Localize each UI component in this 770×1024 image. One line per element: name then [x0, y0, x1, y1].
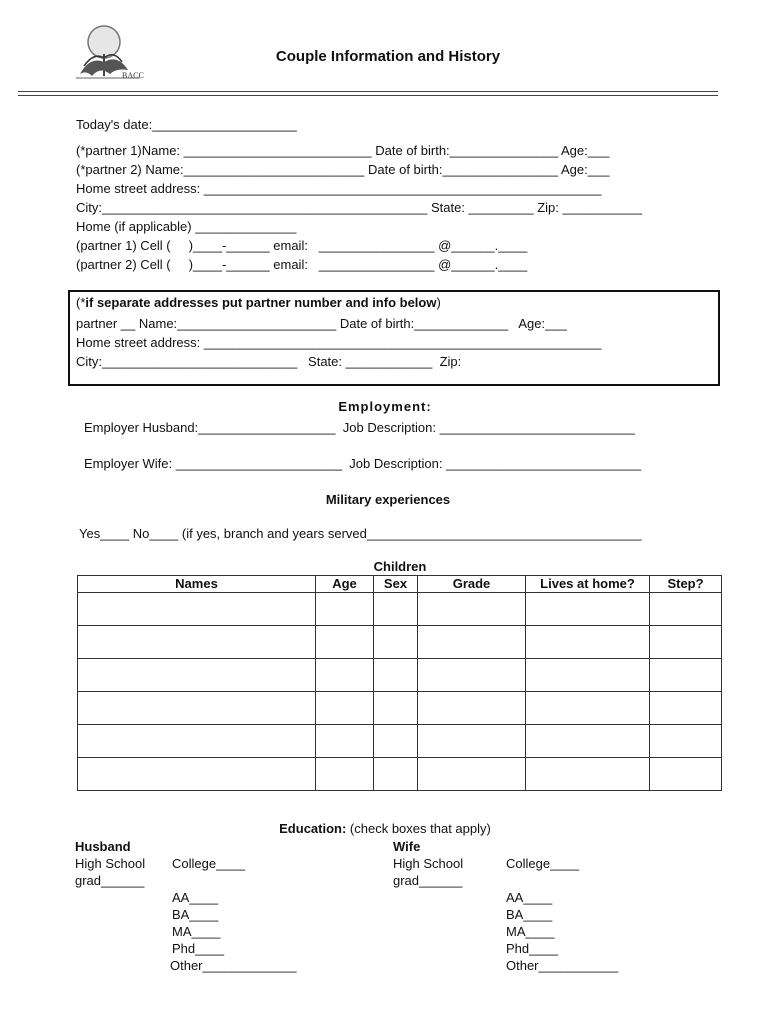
logo-text: BACC: [122, 71, 144, 80]
heading-bold: if separate addresses put partner number and info below: [85, 295, 437, 310]
wife-college[interactable]: College____: [506, 856, 580, 871]
table-cell[interactable]: [78, 626, 316, 659]
table-cell[interactable]: [650, 593, 722, 626]
table-cell[interactable]: [78, 758, 316, 791]
military-line[interactable]: Yes____ No____ (if yes, branch and years served______________________________________: [79, 526, 642, 541]
husband-hs-grad[interactable]: grad______: [75, 873, 145, 888]
table-cell[interactable]: [316, 626, 374, 659]
employer-husband-line[interactable]: Employer Husband:___________________ Job Description: ___________________________: [84, 420, 635, 435]
separate-city-line[interactable]: City:___________________________ State: ____________ Zip:: [76, 354, 462, 369]
table-cell[interactable]: [418, 758, 526, 791]
wife-aa[interactable]: AA____: [506, 890, 553, 905]
table-cell[interactable]: [316, 725, 374, 758]
husband-phd[interactable]: Phd____: [172, 941, 225, 956]
table-cell[interactable]: [526, 659, 650, 692]
partner2-name-line[interactable]: (*partner 2) Name:_________________________ Date of birth:________________ Age:___: [76, 162, 610, 177]
table-cell[interactable]: [526, 692, 650, 725]
heading-open: (*: [76, 295, 86, 310]
table-cell[interactable]: [78, 692, 316, 725]
children-table: [77, 575, 722, 791]
employment-heading: Employment:: [338, 399, 432, 414]
home-address-field[interactable]: Home street address: _______________________________________________________: [76, 181, 602, 196]
employer-wife-line[interactable]: Employer Wife: _______________________ Job Description: ___________________________: [84, 456, 642, 471]
table-cell[interactable]: [374, 692, 418, 725]
table-row: [78, 758, 722, 791]
table-cell[interactable]: [418, 659, 526, 692]
table-cell[interactable]: [316, 659, 374, 692]
table-cell[interactable]: [418, 725, 526, 758]
table-row: [78, 659, 722, 692]
table-cell[interactable]: [650, 659, 722, 692]
city-state-zip-line[interactable]: City:_____________________________________________ State: _________ Zip: ___________: [76, 200, 643, 215]
table-cell[interactable]: [78, 593, 316, 626]
heading-close: ): [436, 295, 441, 310]
education-heading: [0, 821, 770, 837]
husband-ba[interactable]: BA____: [172, 907, 219, 922]
col-grade: Grade: [418, 576, 526, 593]
table-row: [78, 692, 722, 725]
table-row: [78, 725, 722, 758]
wife-phd[interactable]: Phd____: [506, 941, 559, 956]
husband-other[interactable]: Other_____________: [170, 958, 297, 973]
partner1-cell-email-line[interactable]: (partner 1) Cell ( )____-______ email: ________________ @______.____: [76, 238, 528, 253]
table-cell[interactable]: [526, 626, 650, 659]
separate-address-heading: [76, 295, 441, 311]
home-phone-field[interactable]: Home (if applicable) ______________: [76, 219, 297, 234]
table-cell[interactable]: [418, 593, 526, 626]
table-cell[interactable]: [374, 593, 418, 626]
table-cell[interactable]: [78, 725, 316, 758]
partner1-name-line[interactable]: (*partner 1)Name: __________________________ Date of birth:_______________ Age:___: [76, 143, 610, 158]
education-heading-rest: (check boxes that apply): [346, 821, 491, 836]
table-cell[interactable]: [650, 758, 722, 791]
wife-ba[interactable]: BA____: [506, 907, 553, 922]
table-cell[interactable]: [526, 725, 650, 758]
children-header-row: [78, 576, 722, 593]
table-cell[interactable]: [374, 758, 418, 791]
separate-address-line[interactable]: Home street address: _______________________________________________________: [76, 335, 602, 350]
table-cell[interactable]: [650, 626, 722, 659]
table-cell[interactable]: [78, 659, 316, 692]
wife-label: Wife: [393, 839, 421, 854]
header-divider-2: [18, 95, 718, 96]
page-title: Couple Information and History: [275, 48, 501, 65]
wife-high-school[interactable]: High School: [393, 856, 464, 871]
col-age: Age: [316, 576, 374, 593]
husband-college[interactable]: College____: [172, 856, 246, 871]
wife-hs-grad[interactable]: grad______: [393, 873, 463, 888]
todays-date-field[interactable]: Today's date:____________________: [76, 117, 297, 132]
husband-high-school[interactable]: High School: [75, 856, 146, 871]
table-cell[interactable]: [526, 593, 650, 626]
table-cell[interactable]: [374, 626, 418, 659]
military-heading: Military experiences: [325, 492, 451, 507]
wife-ma[interactable]: MA____: [506, 924, 555, 939]
table-cell[interactable]: [650, 692, 722, 725]
table-cell[interactable]: [526, 758, 650, 791]
husband-label: Husband: [75, 839, 131, 854]
col-sex: Sex: [374, 576, 418, 593]
partner2-cell-email-line[interactable]: (partner 2) Cell ( )____-______ email: ________________ @______.____: [76, 257, 528, 272]
wife-other[interactable]: Other___________: [506, 958, 619, 973]
children-heading: Children: [373, 559, 427, 574]
separate-partner-line[interactable]: partner __ Name:______________________ Date of birth:_____________ Age:___: [76, 316, 567, 331]
table-cell[interactable]: [418, 692, 526, 725]
education-heading-bold: Education:: [279, 821, 347, 836]
table-cell[interactable]: [418, 626, 526, 659]
header-divider: [18, 91, 718, 92]
table-row: [78, 626, 722, 659]
table-cell[interactable]: [374, 659, 418, 692]
col-lives-at-home: Lives at home?: [526, 576, 650, 593]
table-cell[interactable]: [650, 725, 722, 758]
table-cell[interactable]: [374, 725, 418, 758]
table-cell[interactable]: [316, 593, 374, 626]
husband-ma[interactable]: MA____: [172, 924, 221, 939]
table-cell[interactable]: [316, 758, 374, 791]
col-step: Step?: [650, 576, 722, 593]
table-row: [78, 593, 722, 626]
table-cell[interactable]: [316, 692, 374, 725]
col-names: Names: [78, 576, 316, 593]
husband-aa[interactable]: AA____: [172, 890, 219, 905]
